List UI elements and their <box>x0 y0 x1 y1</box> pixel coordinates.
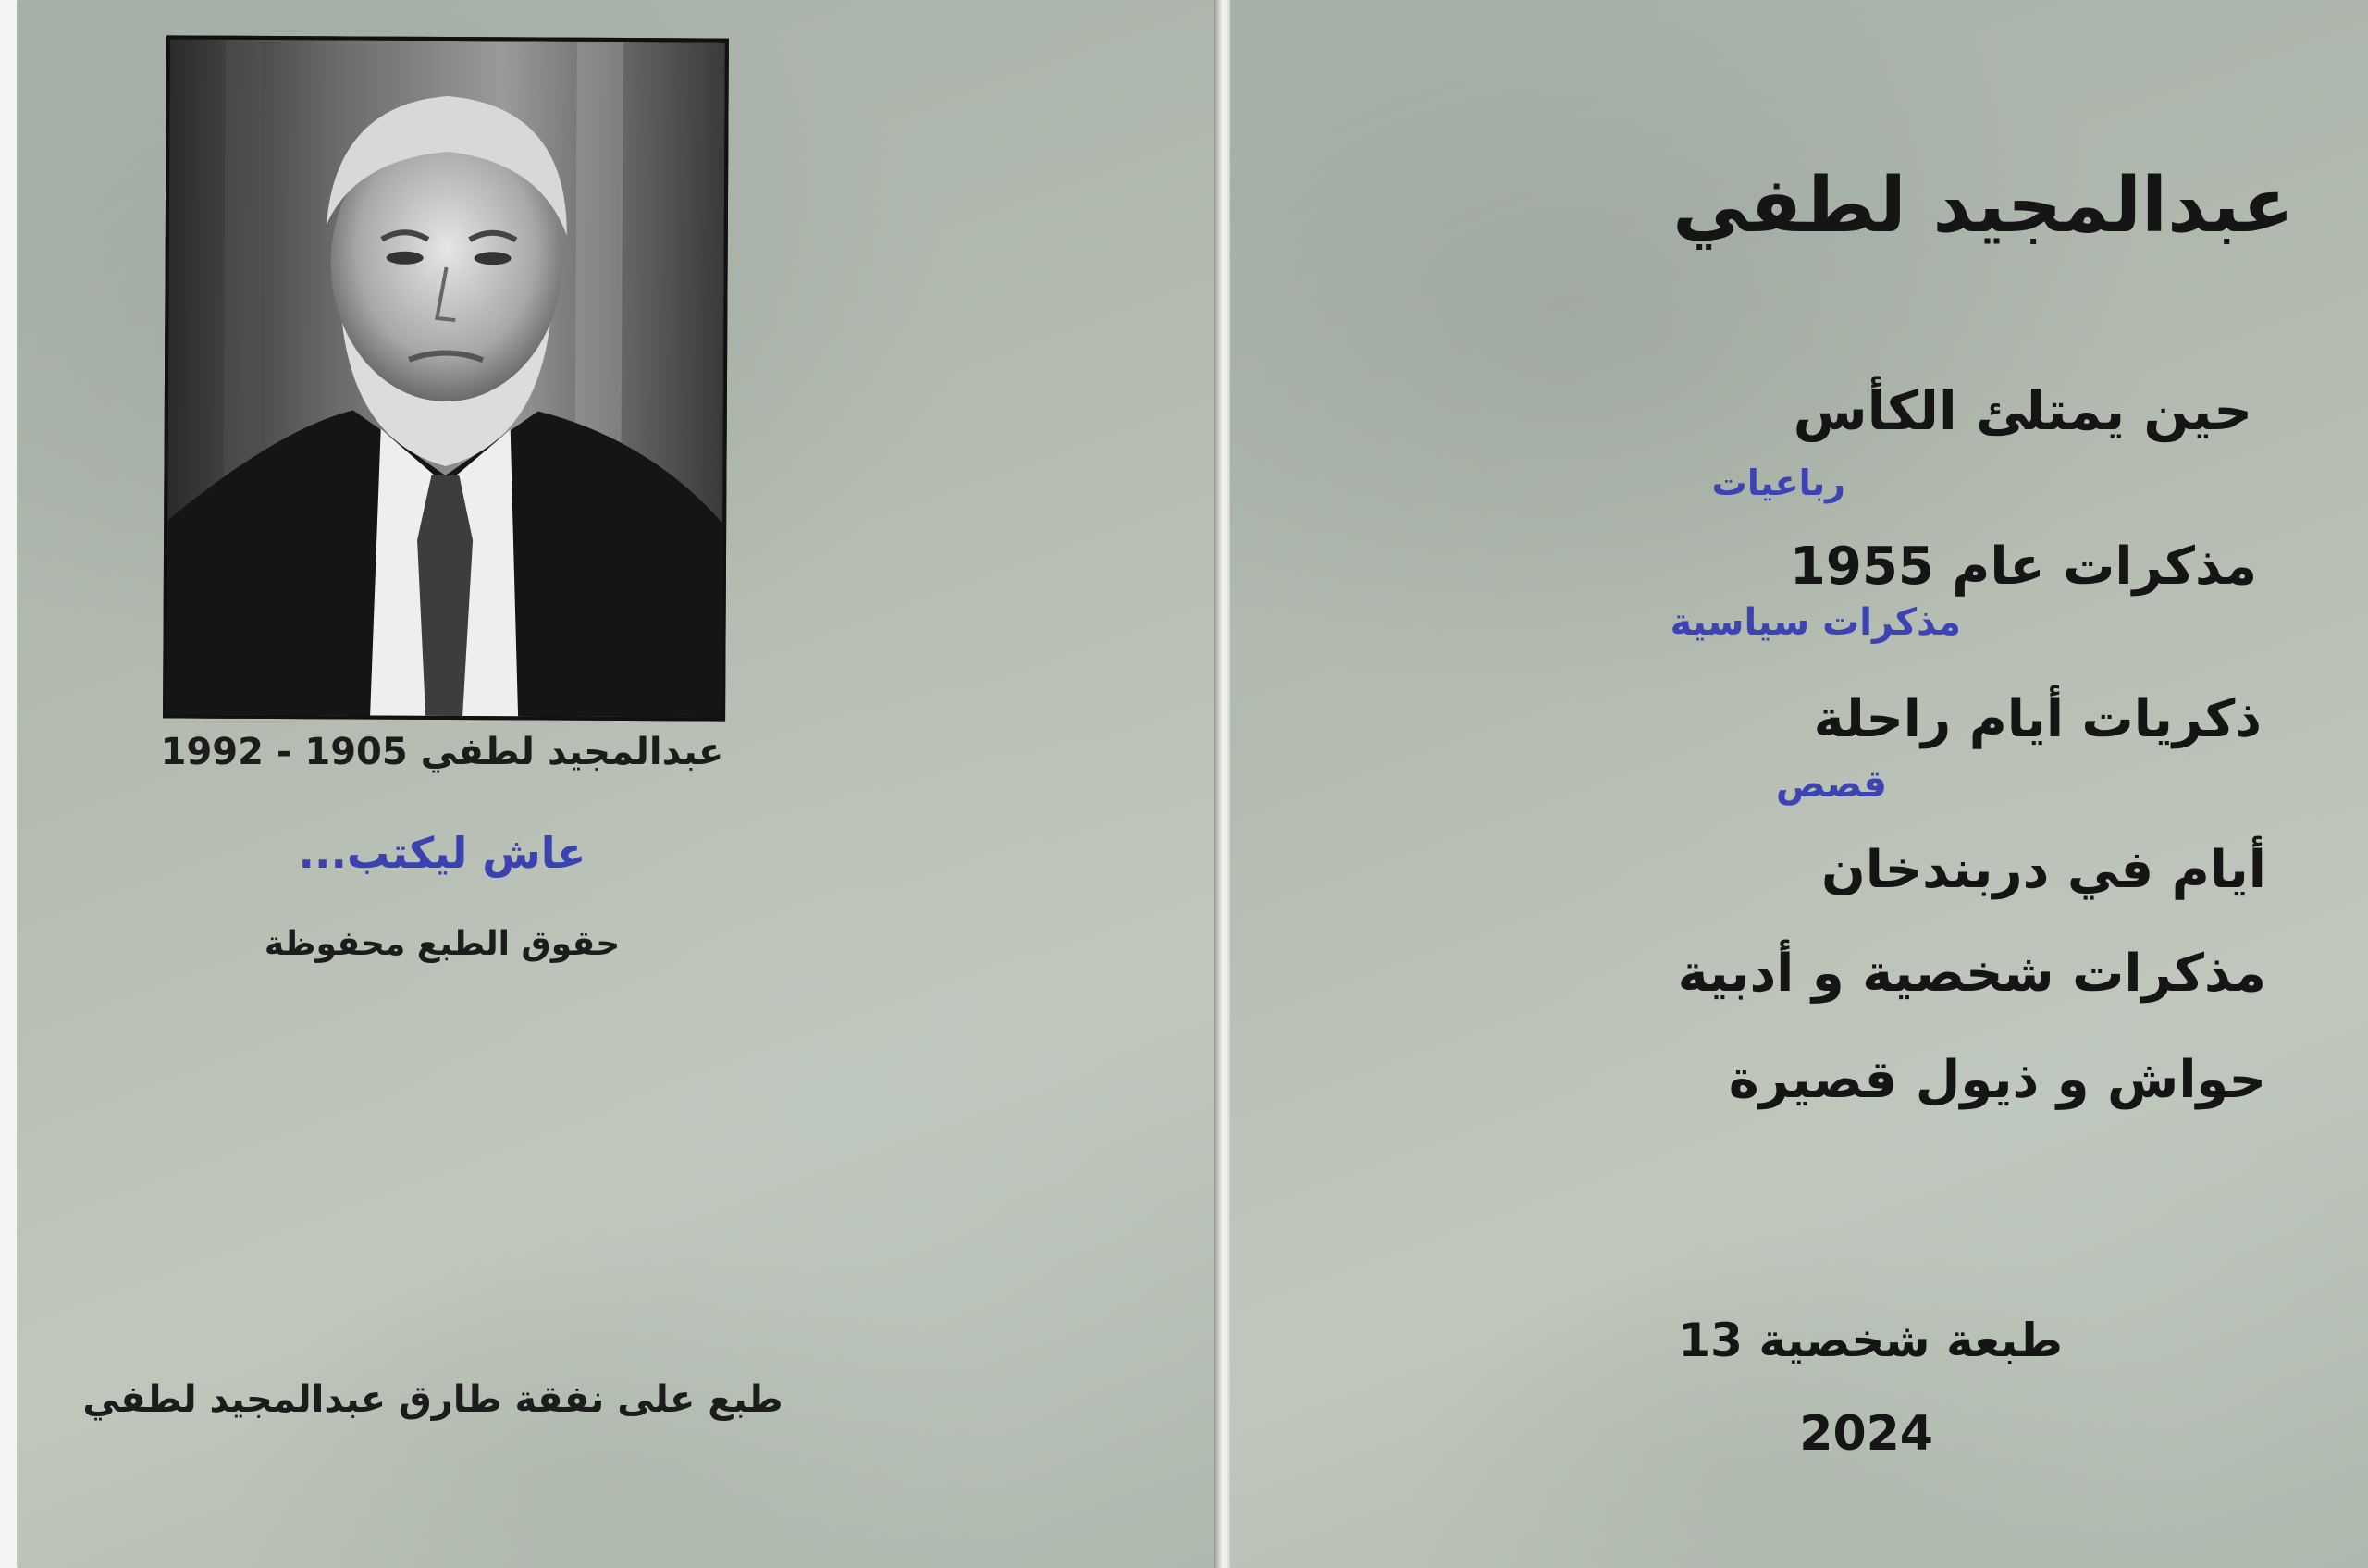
printed-by-note: طبع على نفقة طارق عبدالمجيد لطفي <box>82 1378 783 1421</box>
copyright-notice: حقوق الطبع محفوظة <box>264 925 621 963</box>
work-title: أيام في دربندخان <box>1820 840 2266 900</box>
author-lifespan: عبدالمجيد لطفي 1905 - 1992 <box>160 731 724 773</box>
work-genre: قصص <box>1775 763 1887 806</box>
work-title: ذكريات أيام راحلة <box>1813 689 2262 749</box>
tagline: عاش ليكتب... <box>298 828 586 878</box>
right-page <box>1230 0 2368 1568</box>
work-title: حين يمتلئ الكأس <box>1793 379 2252 442</box>
author-portrait-photo <box>163 35 729 721</box>
work-title: مذكرات شخصية و أدبية <box>1677 944 2266 1004</box>
edition-label: طبعة شخصية 13 <box>1678 1314 2063 1367</box>
work-title: حواش و ذيول قصيرة <box>1728 1050 2266 1110</box>
portrait-image <box>166 39 725 717</box>
work-genre: رباعيات <box>1711 463 1845 503</box>
work-genre: مذكرات سياسية <box>1670 601 1961 644</box>
author-name-heading: عبدالمجيد لطفي <box>1672 162 2294 250</box>
work-title: مذكرات عام 1955 <box>1789 537 2257 597</box>
left-page <box>17 0 1219 1568</box>
publication-year: 2024 <box>1799 1406 1933 1462</box>
